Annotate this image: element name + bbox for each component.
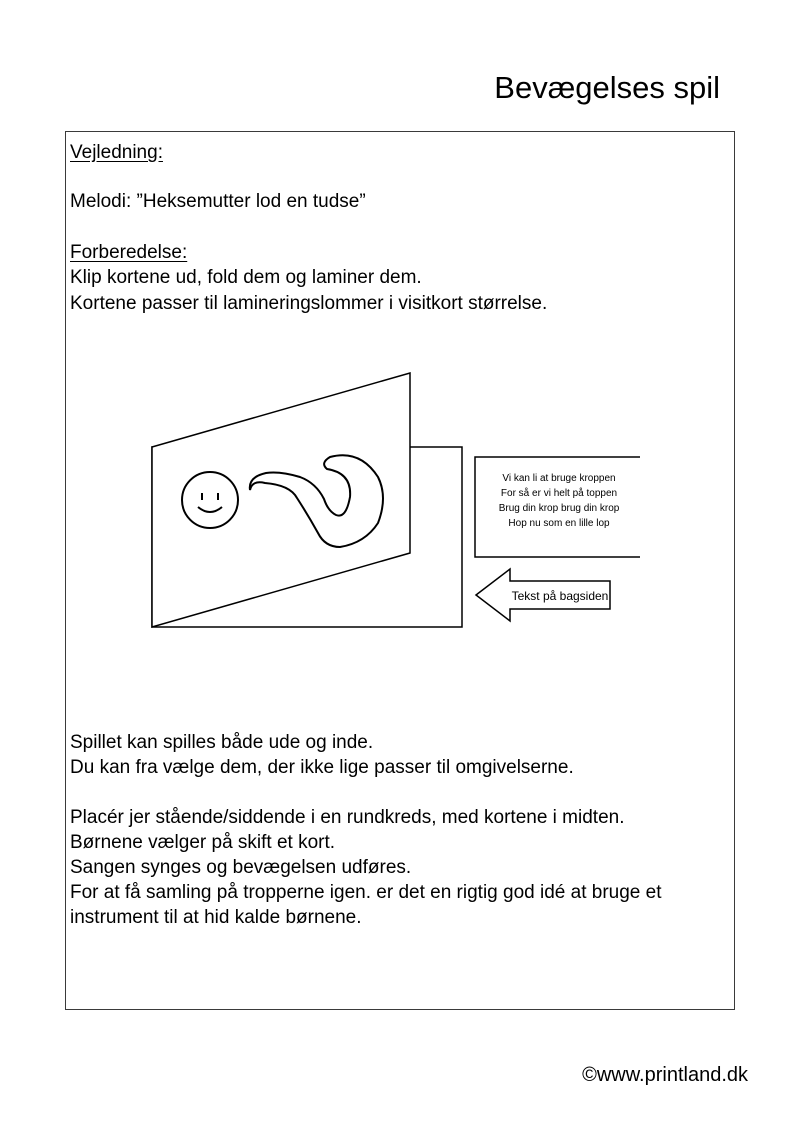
instruction-line: Du kan fra vælge dem, der ikke lige passer til omgivelserne.	[70, 757, 574, 778]
instruction-line: Sangen synges og bevægelsen udføres.	[70, 857, 412, 878]
instruction-line: Placér jer stående/siddende i en rundkreds, med kortene i midten.	[70, 807, 625, 828]
instruction-line: Spillet kan spilles både ude og inde.	[70, 732, 374, 753]
folded-card-illustration	[140, 365, 640, 635]
guide-heading: Vejledning:	[70, 142, 163, 163]
back-text-line: Hop nu som en lille lop	[508, 518, 610, 529]
back-text-line: Vi kan li at bruge kroppen	[502, 473, 616, 484]
instruction-line: For at få samling på tropperne igen. er det en rigtig god idé at bruge et	[70, 882, 662, 903]
page-title: Bevægelses spil	[494, 70, 720, 105]
prep-heading: Forberedelse:	[70, 242, 188, 263]
instruction-line: instrument til at hid kalde børnene.	[70, 907, 362, 928]
prep-line: Klip kortene ud, fold dem og laminer dem.	[70, 267, 422, 288]
back-text-line: Brug din krop brug din krop	[498, 503, 620, 514]
melody-line: Melodi: ”Heksemutter lod en tudse”	[70, 191, 366, 212]
back-text-line: For så er vi helt på toppen	[500, 488, 618, 499]
arrow-label: Tekst på bagsiden	[511, 589, 609, 603]
instruction-line: Børnene vælger på skift et kort.	[70, 832, 336, 853]
copyright-text: ©www.printland.dk	[582, 1064, 748, 1086]
prep-line: Kortene passer til lamineringslommer i visitkort størrelse.	[70, 293, 548, 314]
